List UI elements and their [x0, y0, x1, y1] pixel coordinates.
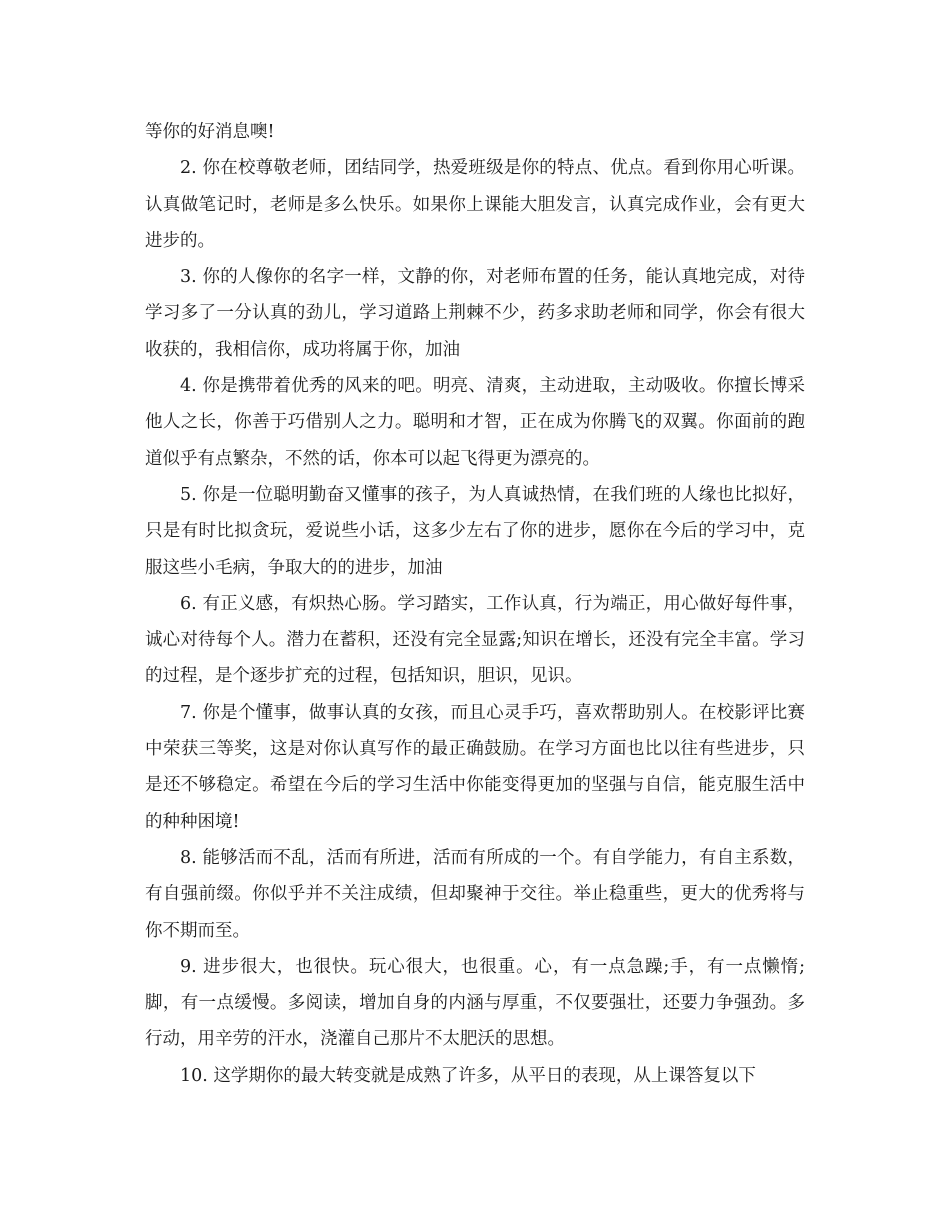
paragraph-continuation: 等你的好消息噢!: [145, 122, 275, 142]
paragraph-comment-4: 4. 你是携带着优秀的风来的吧。明亮、清爽，主动进取，主动吸收。你擅长博采他人之长，你善于巧借别人之力。聪明和才智，正在成为你腾飞的双翼。你面前的跑道似乎有点繁杂，不然的话，你本可以起飞得更为漂亮的。: [145, 376, 805, 469]
paragraph-comment-7: 7. 你是个懂事，做事认真的女孩，而且心灵手巧，喜欢帮助别人。在校影评比赛中荣获三等奖，这是对你认真写作的最正确鼓励。在学习方面也比以往有些进步，只是还不够稳定。希望在今后的学习生活中你能变得更加的坚强与自信，能克服生活中的种种困境!: [145, 702, 805, 832]
paragraph-comment-10: 10. 这学期你的最大转变就是成熟了许多，从平日的表现，从上课答复以下: [180, 1065, 756, 1086]
paragraph-comment-6: 6. 有正义感，有炽热心肠。学习踏实，工作认真，行为端正，用心做好每件事，诚心对待每个人。潜力在蓄积，还没有完全显露;知识在增长，还没有完全丰富。学习的过程，是个逐步扩充的过程，包括知识，胆识，见识。: [145, 593, 805, 687]
paragraph-comment-5: 5. 你是一位聪明勤奋又懂事的孩子，为人真诚热情，在我们班的人缘也比拟好，只是有时比拟贪玩，爱说些小话，这多少左右了你的进步，愿你在今后的学习中，克服这些小毛病，争取大的的进步，加油: [145, 484, 805, 578]
paragraph-comment-9: 9. 进步很大，也很快。玩心很大，也很重。心，有一点急躁;手，有一点懒惰;脚，有一点缓慢。多阅读，增加自身的内涵与厚重，不仅要强壮，还要力争强劲。多行动，用辛劳的汗水，浇灌自己那片不太肥沃的思想。: [145, 956, 805, 1050]
document-body: [145, 114, 805, 1094]
paragraph-comment-3: 3. 你的人像你的名字一样，文静的你，对老师布置的任务，能认真地完成，对待学习多了一分认真的劲儿，学习道路上荆棘不少，药多求助老师和同学，你会有很大收获的，我相信你，成功将属于你，加油: [145, 267, 805, 360]
paragraph-comment-8: 8. 能够活而不乱，活而有所进，活而有所成的一个。有自学能力，有自主系数，有自强前缀。你似乎并不关注成绩，但却聚神于交往。举止稳重些，更大的优秀将与你不期而至。: [145, 847, 805, 941]
paragraph-comment-2: 2. 你在校尊敬老师，团结同学，热爱班级是你的特点、优点。看到你用心听课。认真做笔记时，老师是多么快乐。如果你上课能大胆发言，认真完成作业，会有更大进步的。: [145, 158, 805, 251]
